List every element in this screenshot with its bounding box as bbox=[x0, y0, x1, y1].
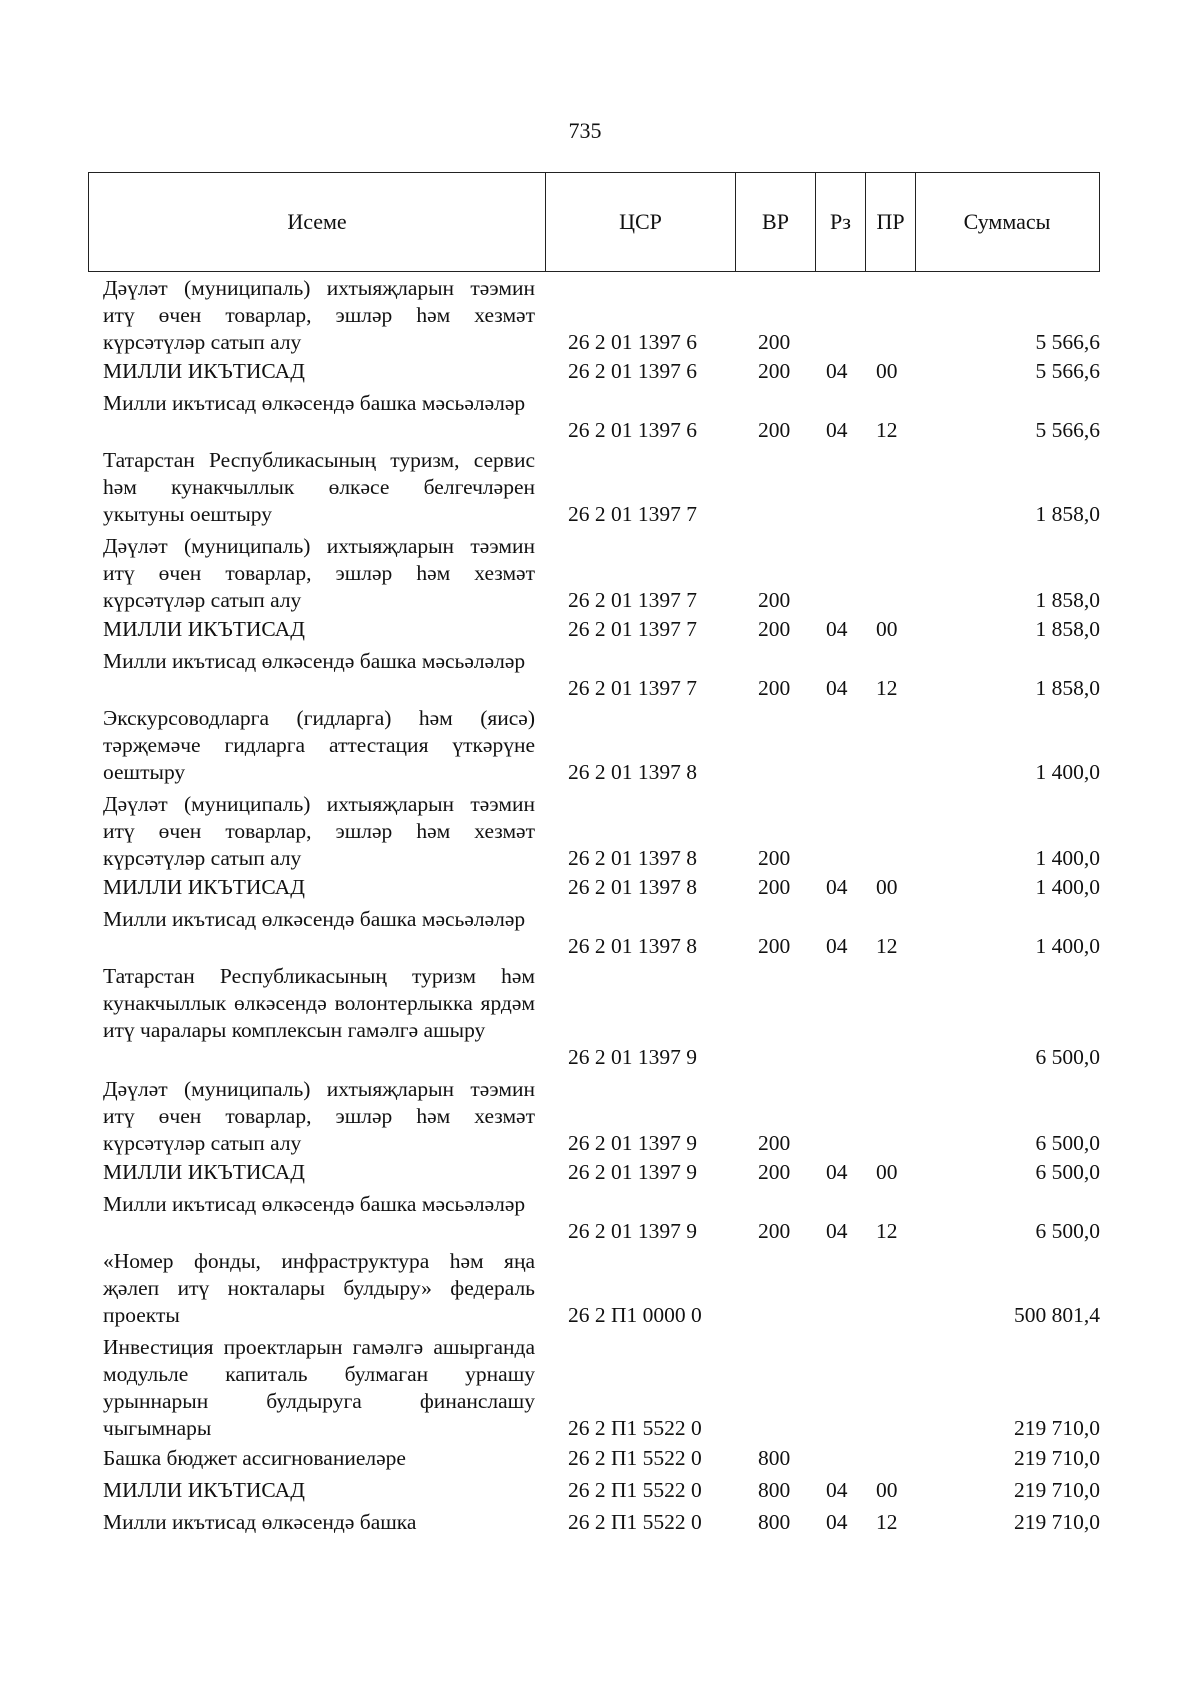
table-row bbox=[0, 1248, 1200, 1329]
row-vr: 200 bbox=[758, 359, 791, 383]
row-csr: 26 2 01 1397 7 bbox=[568, 588, 697, 612]
row-sum: 219 710,0 bbox=[1014, 1446, 1100, 1470]
row-rz: 04 bbox=[826, 875, 848, 899]
row-csr: 26 2 01 1397 9 bbox=[568, 1045, 697, 1069]
row-name: Милли икътисад өлкәсендә башка мәсьәләләр bbox=[103, 649, 526, 673]
row-rz: 04 bbox=[826, 1219, 848, 1243]
row-sum: 6 500,0 bbox=[1035, 1160, 1100, 1184]
row-pr: 12 bbox=[876, 1219, 898, 1243]
header-pr: ПР bbox=[865, 173, 915, 271]
row-pr: 12 bbox=[876, 676, 898, 700]
row-sum: 1 400,0 bbox=[1035, 934, 1100, 958]
table-row bbox=[0, 1159, 1200, 1186]
row-sum: 1 858,0 bbox=[1035, 617, 1100, 641]
row-name: Татарстан Республикасының туризм, сервис һәм кунакчыллык өлкәсе белгечләрен укытуны оештыру bbox=[103, 448, 535, 526]
row-vr: 200 bbox=[758, 1160, 791, 1184]
row-rz: 04 bbox=[826, 934, 848, 958]
row-csr: 26 2 П1 5522 0 bbox=[568, 1478, 702, 1502]
table-row bbox=[0, 275, 1200, 356]
row-name: Экскурсоводларга (гидларга) һәм (яисә) тәрҗемәче гидларга аттестация үткәрүне оештыру bbox=[103, 706, 535, 784]
row-sum: 1 858,0 bbox=[1035, 676, 1100, 700]
table-row bbox=[0, 874, 1200, 901]
row-csr: 26 2 01 1397 9 bbox=[568, 1219, 697, 1243]
row-csr: 26 2 01 1397 6 bbox=[568, 359, 697, 383]
row-csr: 26 2 01 1397 7 bbox=[568, 676, 697, 700]
table-row bbox=[0, 906, 1200, 960]
table-row bbox=[0, 1445, 1200, 1472]
row-name: Милли икътисад өлкәсендә башка мәсьәләләр bbox=[103, 391, 526, 415]
row-sum: 6 500,0 bbox=[1035, 1131, 1100, 1155]
row-pr: 00 bbox=[876, 359, 898, 383]
table-row bbox=[0, 1191, 1200, 1245]
row-vr: 200 bbox=[758, 617, 791, 641]
table-row bbox=[0, 447, 1200, 528]
row-sum: 6 500,0 bbox=[1035, 1219, 1100, 1243]
row-rz: 04 bbox=[826, 1478, 848, 1502]
row-name: МИЛЛИ ИКЪТИСАД bbox=[103, 617, 305, 641]
table-row bbox=[0, 533, 1200, 614]
row-vr: 200 bbox=[758, 1131, 791, 1155]
row-vr: 200 bbox=[758, 934, 791, 958]
row-sum: 5 566,6 bbox=[1035, 418, 1100, 442]
row-sum: 219 710,0 bbox=[1014, 1416, 1100, 1440]
table-row bbox=[0, 1509, 1200, 1536]
row-sum: 1 400,0 bbox=[1035, 846, 1100, 870]
row-rz: 04 bbox=[826, 676, 848, 700]
row-vr: 200 bbox=[758, 330, 791, 354]
row-name: Татарстан Республикасының туризм һәм кунакчыллык өлкәсендә волонтерлыкка ярдәм итү чаралары комплексын гамәлгә ашыру bbox=[103, 964, 535, 1042]
row-name: Инвестиция проектларын гамәлгә ашырганда модульле капиталь булмаган урнашу урыннарын булдыруга финанслашу чыгымнары bbox=[103, 1335, 535, 1440]
row-csr: 26 2 01 1397 8 bbox=[568, 760, 697, 784]
row-pr: 00 bbox=[876, 617, 898, 641]
row-rz: 04 bbox=[826, 1510, 848, 1534]
row-name: Милли икътисад өлкәсендә башка мәсьәләләр bbox=[103, 1192, 526, 1216]
row-csr: 26 2 01 1397 8 bbox=[568, 875, 697, 899]
row-rz: 04 bbox=[826, 418, 848, 442]
row-name: Милли икътисад өлкәсендә башка мәсьәләләр bbox=[103, 907, 526, 931]
row-vr: 800 bbox=[758, 1446, 791, 1470]
header-sum: Суммасы bbox=[915, 173, 1098, 271]
row-sum: 1 858,0 bbox=[1035, 588, 1100, 612]
row-vr: 800 bbox=[758, 1510, 791, 1534]
row-vr: 200 bbox=[758, 875, 791, 899]
row-name: МИЛЛИ ИКЪТИСАД bbox=[103, 875, 305, 899]
row-pr: 00 bbox=[876, 1478, 898, 1502]
row-pr: 12 bbox=[876, 934, 898, 958]
row-vr: 200 bbox=[758, 418, 791, 442]
row-name: «Номер фонды, инфраструктура һәм яңа җәлеп итү нокталары булдыру» федераль проекты bbox=[103, 1249, 535, 1327]
row-pr: 00 bbox=[876, 875, 898, 899]
row-name: Дәүләт (муниципаль) ихтыяҗларын тәэмин итү өчен товарлар, эшләр һәм хезмәт күрсәтүләр сатып алу bbox=[103, 276, 535, 354]
row-csr: 26 2 01 1397 6 bbox=[568, 330, 697, 354]
header-name: Исеме bbox=[287, 209, 347, 234]
row-vr: 200 bbox=[758, 588, 791, 612]
row-rz: 04 bbox=[826, 359, 848, 383]
row-sum: 1 400,0 bbox=[1035, 875, 1100, 899]
row-sum: 500 801,4 bbox=[1014, 1303, 1100, 1327]
table-header bbox=[88, 172, 1100, 272]
table-row bbox=[0, 1076, 1200, 1157]
table-row bbox=[0, 1477, 1200, 1504]
row-sum: 219 710,0 bbox=[1014, 1478, 1100, 1502]
page-number: 735 bbox=[568, 118, 602, 143]
row-csr: 26 2 01 1397 7 bbox=[568, 502, 697, 526]
row-sum: 6 500,0 bbox=[1035, 1045, 1100, 1069]
row-csr: 26 2 П1 0000 0 bbox=[568, 1303, 702, 1327]
row-name: МИЛЛИ ИКЪТИСАД bbox=[103, 359, 305, 383]
row-pr: 12 bbox=[876, 418, 898, 442]
row-name: Дәүләт (муниципаль) ихтыяҗларын тәэмин итү өчен товарлар, эшләр һәм хезмәт күрсәтүләр сатып алу bbox=[103, 534, 535, 612]
row-name: Дәүләт (муниципаль) ихтыяҗларын тәэмин итү өчен товарлар, эшләр һәм хезмәт күрсәтүләр сатып алу bbox=[103, 792, 535, 870]
table-row bbox=[0, 1334, 1200, 1442]
row-csr: 26 2 01 1397 9 bbox=[568, 1131, 697, 1155]
row-name: МИЛЛИ ИКЪТИСАД bbox=[103, 1160, 305, 1184]
row-vr: 200 bbox=[758, 676, 791, 700]
row-pr: 00 bbox=[876, 1160, 898, 1184]
header-csr: ЦСР bbox=[545, 173, 735, 271]
row-sum: 1 400,0 bbox=[1035, 760, 1100, 784]
row-name: Башка бюджет ассигнованиеләре bbox=[103, 1446, 406, 1470]
header-rz: Рз bbox=[815, 173, 865, 271]
row-csr: 26 2 01 1397 8 bbox=[568, 846, 697, 870]
row-sum: 219 710,0 bbox=[1014, 1510, 1100, 1534]
table-row bbox=[0, 616, 1200, 643]
row-vr: 200 bbox=[758, 1219, 791, 1243]
row-csr: 26 2 01 1397 6 bbox=[568, 418, 697, 442]
table-row bbox=[0, 791, 1200, 872]
row-vr: 200 bbox=[758, 846, 791, 870]
row-csr: 26 2 П1 5522 0 bbox=[568, 1416, 702, 1440]
table-row bbox=[0, 358, 1200, 385]
row-sum: 5 566,6 bbox=[1035, 330, 1100, 354]
table-row bbox=[0, 963, 1200, 1071]
table-row bbox=[0, 390, 1200, 444]
row-rz: 04 bbox=[826, 617, 848, 641]
row-csr: 26 2 П1 5522 0 bbox=[568, 1446, 702, 1470]
row-name: Милли икътисад өлкәсендә башка bbox=[103, 1510, 417, 1534]
row-sum: 1 858,0 bbox=[1035, 502, 1100, 526]
row-csr: 26 2 01 1397 7 bbox=[568, 617, 697, 641]
row-rz: 04 bbox=[826, 1160, 848, 1184]
row-vr: 800 bbox=[758, 1478, 791, 1502]
row-csr: 26 2 П1 5522 0 bbox=[568, 1510, 702, 1534]
row-name: МИЛЛИ ИКЪТИСАД bbox=[103, 1478, 305, 1502]
row-sum: 5 566,6 bbox=[1035, 359, 1100, 383]
table-row bbox=[0, 705, 1200, 786]
row-csr: 26 2 01 1397 8 bbox=[568, 934, 697, 958]
header-vr: ВР bbox=[735, 173, 815, 271]
row-name: Дәүләт (муниципаль) ихтыяҗларын тәэмин итү өчен товарлар, эшләр һәм хезмәт күрсәтүләр сатып алу bbox=[103, 1077, 535, 1155]
table-row bbox=[0, 648, 1200, 702]
row-csr: 26 2 01 1397 9 bbox=[568, 1160, 697, 1184]
row-pr: 12 bbox=[876, 1510, 898, 1534]
